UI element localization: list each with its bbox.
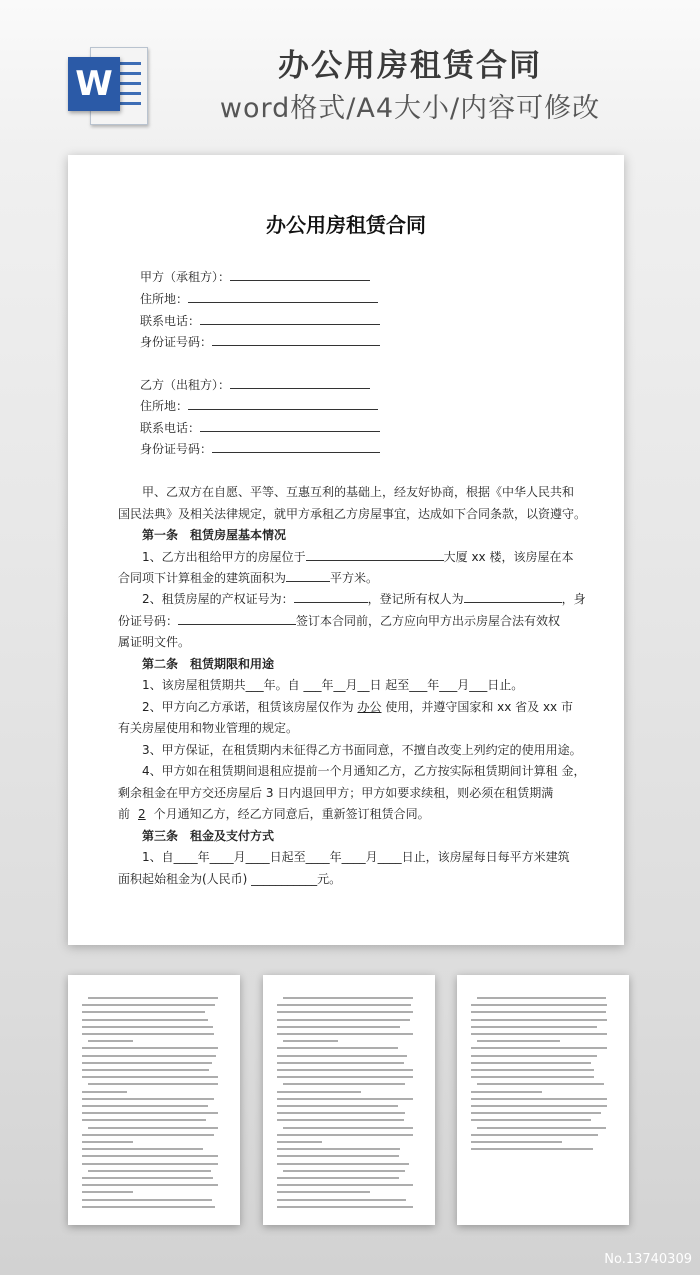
preview-text-line [82, 1091, 127, 1093]
preview-text-line [82, 1011, 205, 1013]
article-3-title: 第三条 租金及支付方式 [142, 829, 275, 843]
party-a-address-line: 住所地： [140, 290, 378, 307]
banner-title: 办公用房租赁合同 [278, 48, 542, 84]
article-2-title: 第二条 租赁期限和用途 [142, 657, 275, 671]
preview-text-line [471, 1047, 607, 1049]
preview-text-line [82, 1098, 214, 1100]
preview-text-line [88, 997, 218, 999]
preview-text-line [471, 1119, 591, 1121]
article-1-item-2: 2、租赁房屋的产权证号为： ，登记所有权人为 ，身 [142, 592, 586, 606]
party-a-id-line: 身份证号码： [140, 333, 380, 350]
preview-text-line [82, 1141, 133, 1143]
preview-text-line [283, 1040, 338, 1042]
article-1-item-1: 1、乙方出租给甲方的房屋位于 大厦 xx 楼，该房屋在本 [142, 550, 574, 564]
preview-text-line [471, 1026, 597, 1028]
preview-text-line [82, 1047, 218, 1049]
preview-text-line [477, 1083, 604, 1085]
preview-text-line [471, 1112, 601, 1114]
preview-text-line [82, 1105, 208, 1107]
preview-text-line [82, 1069, 209, 1071]
party-b-name-line: 乙方（出租方）： [140, 376, 370, 393]
blank-line [230, 376, 370, 389]
preview-text-line [471, 1062, 591, 1064]
preview-text-line [277, 1076, 413, 1078]
preview-text-line [471, 1033, 607, 1035]
preview-page-2 [263, 975, 435, 1225]
preview-text-line [82, 1004, 215, 1006]
preview-text-line [82, 1163, 218, 1165]
preview-text-line [82, 1033, 214, 1035]
preview-text-line [82, 1177, 213, 1179]
blank-line [306, 548, 444, 561]
preview-text-line [277, 1026, 400, 1028]
preview-text-line [471, 1069, 594, 1071]
image-number: No.13740309 [604, 1252, 692, 1267]
preview-text-line [82, 1112, 218, 1114]
preview-text-line [82, 1119, 206, 1121]
preview-text-line [277, 1119, 404, 1121]
preview-text-line [277, 1177, 399, 1179]
preview-text-line [471, 1134, 598, 1136]
preview-text-line [283, 1170, 405, 1172]
preview-text-line [471, 1076, 594, 1078]
preview-text-line [82, 1062, 212, 1064]
party-a-phone-line: 联系电话： [140, 312, 380, 329]
preview-text-line [283, 1083, 405, 1085]
blank-line [212, 333, 380, 346]
document-page [68, 155, 624, 945]
party-b-phone-line: 联系电话： [140, 419, 380, 436]
preview-text-line [471, 1141, 562, 1143]
preview-text-line [477, 1040, 560, 1042]
article-2-item-4: 4、甲方如在租赁期间退租应提前一个月通知乙方，乙方按实际租赁期间计算租 金， [142, 764, 586, 778]
preview-text-line [471, 1091, 542, 1093]
preview-text-line [277, 1141, 322, 1143]
preview-text-line [88, 1040, 133, 1042]
article-3-item-1: 1、自____年____月____日起至____年____月____日止，该房屋每日每平方米建筑 [142, 850, 570, 864]
preview-text-line [277, 1062, 404, 1064]
preview-text-line [88, 1170, 211, 1172]
blank-line [286, 569, 330, 582]
usage-value: 办公 [357, 700, 382, 714]
preview-text-line [471, 1098, 607, 1100]
blank-line [464, 590, 562, 603]
word-icon-letter: W [68, 57, 120, 111]
preview-text-line [277, 1163, 409, 1165]
preview-text-line [471, 1004, 607, 1006]
preview-text-line [88, 1083, 218, 1085]
preview-text-line [471, 1055, 597, 1057]
article-2-item-1: 1、该房屋租赁期共___年。自 ___年__月__日 起至___年___月___日止。 [142, 678, 524, 692]
article-1-title: 第一条 租赁房屋基本情况 [142, 528, 287, 542]
preview-page-3 [457, 975, 629, 1225]
preview-text-line [82, 1026, 213, 1028]
preview-text-line [82, 1134, 214, 1136]
blank-line [294, 590, 368, 603]
preview-text-line [82, 1019, 208, 1021]
preview-text-line [471, 1105, 607, 1107]
preview-text-line [82, 1155, 218, 1157]
preview-text-line [277, 1199, 406, 1201]
preview-text-line [277, 1206, 413, 1208]
preview-text-line [82, 1076, 218, 1078]
blank-line [230, 268, 370, 281]
blank-line [188, 290, 378, 303]
article-3-item-1-cont: 面积起始租金为(人民币) ___________元。 [118, 872, 342, 886]
preview-text-line [471, 1019, 607, 1021]
notice-months: 2 [138, 807, 146, 821]
intro-line-2: 国民法典》及相关法律规定，就甲方承租乙方房屋事宜，达成如下合同条款，以资遵守。 [118, 507, 587, 521]
preview-text-line [471, 1011, 606, 1013]
preview-text-line [277, 1191, 370, 1193]
party-b-id-line: 身份证号码： [140, 440, 380, 457]
preview-text-line [277, 1004, 411, 1006]
preview-text-line [471, 1148, 593, 1150]
preview-text-line [277, 1184, 413, 1186]
preview-text-line [82, 1206, 215, 1208]
preview-text-line [283, 1127, 413, 1129]
blank-line [212, 440, 380, 453]
preview-text-line [277, 1091, 361, 1093]
preview-text-line [277, 1148, 400, 1150]
preview-text-line [277, 1019, 410, 1021]
preview-text-line [277, 1047, 398, 1049]
preview-text-line [82, 1191, 133, 1193]
preview-text-line [277, 1011, 413, 1013]
preview-text-line [277, 1055, 407, 1057]
blank-line [200, 419, 380, 432]
preview-text-line [283, 997, 413, 999]
preview-text-line [88, 1127, 218, 1129]
preview-page-1 [68, 975, 240, 1225]
preview-text-line [277, 1033, 413, 1035]
preview-text-line [277, 1112, 405, 1114]
preview-text-line [277, 1134, 413, 1136]
banner-subtitle: word格式/A4大小/内容可修改 [219, 93, 601, 124]
preview-text-line [82, 1184, 218, 1186]
blank-line [178, 612, 296, 625]
preview-text-line [277, 1098, 413, 1100]
preview-text-line [82, 1055, 216, 1057]
blank-line [200, 312, 380, 325]
article-1-item-2-cont: 份证号码： 签订本合同前，乙方应向甲方出示房屋合法有效权 [118, 614, 561, 628]
preview-text-line [82, 1199, 212, 1201]
preview-text-line [477, 1127, 606, 1129]
preview-text-line [477, 997, 606, 999]
party-a-name-line: 甲方（承租方）： [140, 268, 370, 285]
document-title: 办公用房租赁合同 [266, 213, 426, 237]
article-1-item-1-cont: 合同项下计算租金的建筑面积为 平方米。 [118, 571, 379, 585]
article-2-item-2-cont: 有关房屋使用和物业管理的规定。 [118, 721, 299, 735]
intro-line-1: 甲、乙双方在自愿、平等、互惠互利的基础上，经友好协商，根据《中华人民共和 [142, 485, 575, 499]
party-b-address-line: 住所地： [140, 397, 378, 414]
preview-text-line [82, 1148, 203, 1150]
preview-text-line [277, 1069, 413, 1071]
article-2-item-2: 2、甲方向乙方承诺，租赁该房屋仅作为 办公 使用，并遵守国家和 xx 省及 xx 市 [142, 700, 573, 714]
article-2-item-3: 3、甲方保证，在租赁期内未征得乙方书面同意，不擅自改变上列约定的使用用途。 [142, 743, 582, 757]
preview-text-line [277, 1155, 399, 1157]
word-file-icon [68, 43, 150, 125]
article-2-item-4-end: 前 2 个月通知乙方，经乙方同意后，重新签订租赁合同。 [118, 807, 430, 821]
preview-text-line [277, 1105, 398, 1107]
article-2-item-4-cont: 剩余租金在甲方交还房屋后 3 日内退回甲方；甲方如要求续租，则必须在租赁期满 [118, 786, 554, 800]
blank-line [188, 397, 378, 410]
article-1-item-2-end: 属证明文件。 [118, 635, 191, 649]
